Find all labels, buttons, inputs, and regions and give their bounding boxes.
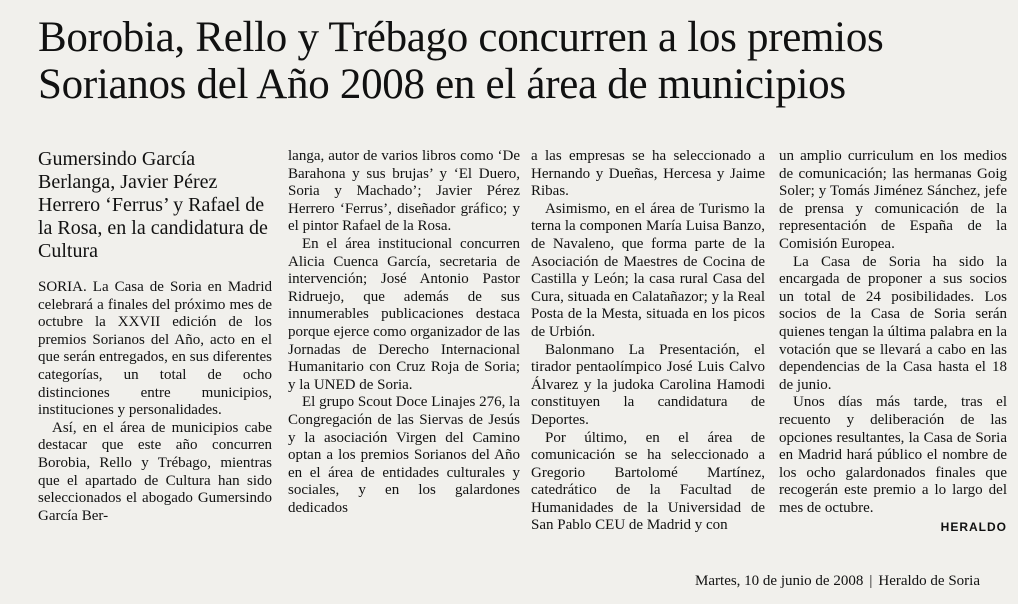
paragraph: Balonmano La Presentación, el tirador pentaolímpico José Luis Calvo Álvarez y la judoka Carolina Hamodi constituyen la candidatura de Deportes. — [531, 341, 765, 428]
paragraph: un amplio curriculum en los medios de comunicación; las hermanas Goig Soler; y Tomás Jiménez Sánchez, jefe de prensa y comunicación de la representación de España de la Comisión Europea. — [779, 148, 1007, 252]
paragraph: Por último, en el área de comunicación se ha seleccionado a Gregorio Bartolomé Martínez, catedrático de la Facultad de Humanidades de la Universidad de San Pablo CEU de Madrid y con — [531, 429, 765, 534]
paragraph: langa, autor de varios libros como ‘De Barahona y sus brujas’ y ‘El Duero, Soria y Machado’; Javier Pérez Herrero ‘Ferrus’, diseñador gráfico; y el pintor Rafael de la Rosa. — [288, 148, 520, 235]
footer-publication: Heraldo de Soria — [878, 573, 980, 589]
paragraph: Asimismo, en el área de Turismo la terna la componen María Luisa Banzo, de Navaleno, que forma parte de la Asociación de Maestres de Cocina de Castilla y León; la casa rural Casa del Cura, situada en Calatañazor; y la Real Posta de la Mesta, situada en los picos de Urbión. — [531, 200, 765, 340]
footer-date: Martes, 10 de junio de 2008 — [695, 573, 864, 589]
headline: Borobia, Rello y Trébago concurren a los premios Sorianos del Año 2008 en el área de municipios — [38, 14, 884, 108]
author-signature: HERALDO — [940, 520, 1007, 535]
article-column-1 — [38, 148, 272, 525]
paragraph: a las empresas se ha seleccionado a Hernando y Dueñas, Hercesa y Jaime Ribas. — [531, 148, 765, 200]
paragraph: En el área institucional concurren Alicia Cuenca García, secretaria de intervención; José Antonio Pastor Ridruejo, que además de sus innumerables publicaciones destaca porque ejerce como organizador de las Jornadas de Derecho Internacional Humanitario con Cruz Roja de Soria; y la UNED de Soria. — [288, 235, 520, 393]
article-column-4 — [779, 148, 1007, 537]
article-column-3 — [531, 148, 765, 535]
footer-separator: | — [869, 573, 873, 589]
paragraph: El grupo Scout Doce Linajes 276, la Congregación de las Siervas de Jesús y la asociación Virgen del Camino optan a los premios Sorianos del Año en el área de entidades culturales y sociales, y en los galardones dedicados — [288, 394, 520, 516]
paragraph: Unos días más tarde, tras el recuento y deliberación de las opciones resultantes, la Casa de Soria en Madrid hará público el nombre de los ocho galardonados finales que recogerán este premio a lo largo del mes de octubre. — [779, 394, 1007, 516]
subheadline: Gumersindo García Berlanga, Javier Pérez Herrero ‘Ferrus’ y Rafael de la Rosa, en la candidatura de Cultura — [38, 148, 268, 262]
paragraph: La Casa de Soria ha sido la encargada de proponer a sus socios un total de 24 posibilidades. Los socios de la Casa de Soria serán quienes tengan la última palabra en la votación que se llevará a cabo en las dependencias de la Casa hasta el 18 de junio. — [779, 253, 1007, 393]
article-column-2 — [288, 148, 520, 517]
page-footer — [695, 573, 980, 590]
paragraph: SORIA. La Casa de Soria en Madrid celebrará a finales del próximo mes de octubre la XXVII edición de los premios Sorianos del Año, acto en el que serán entregados, en sus diferentes categorías, un total de ocho distinciones entre municipios, instituciones y personalidades. — [38, 279, 272, 419]
paragraph: Así, en el área de municipios cabe destacar que este año concurren Borobia, Rello y Trébago, mientras que el apartado de Cultura han sido seleccionados el abogado Gumersindo García Ber- — [38, 419, 272, 524]
